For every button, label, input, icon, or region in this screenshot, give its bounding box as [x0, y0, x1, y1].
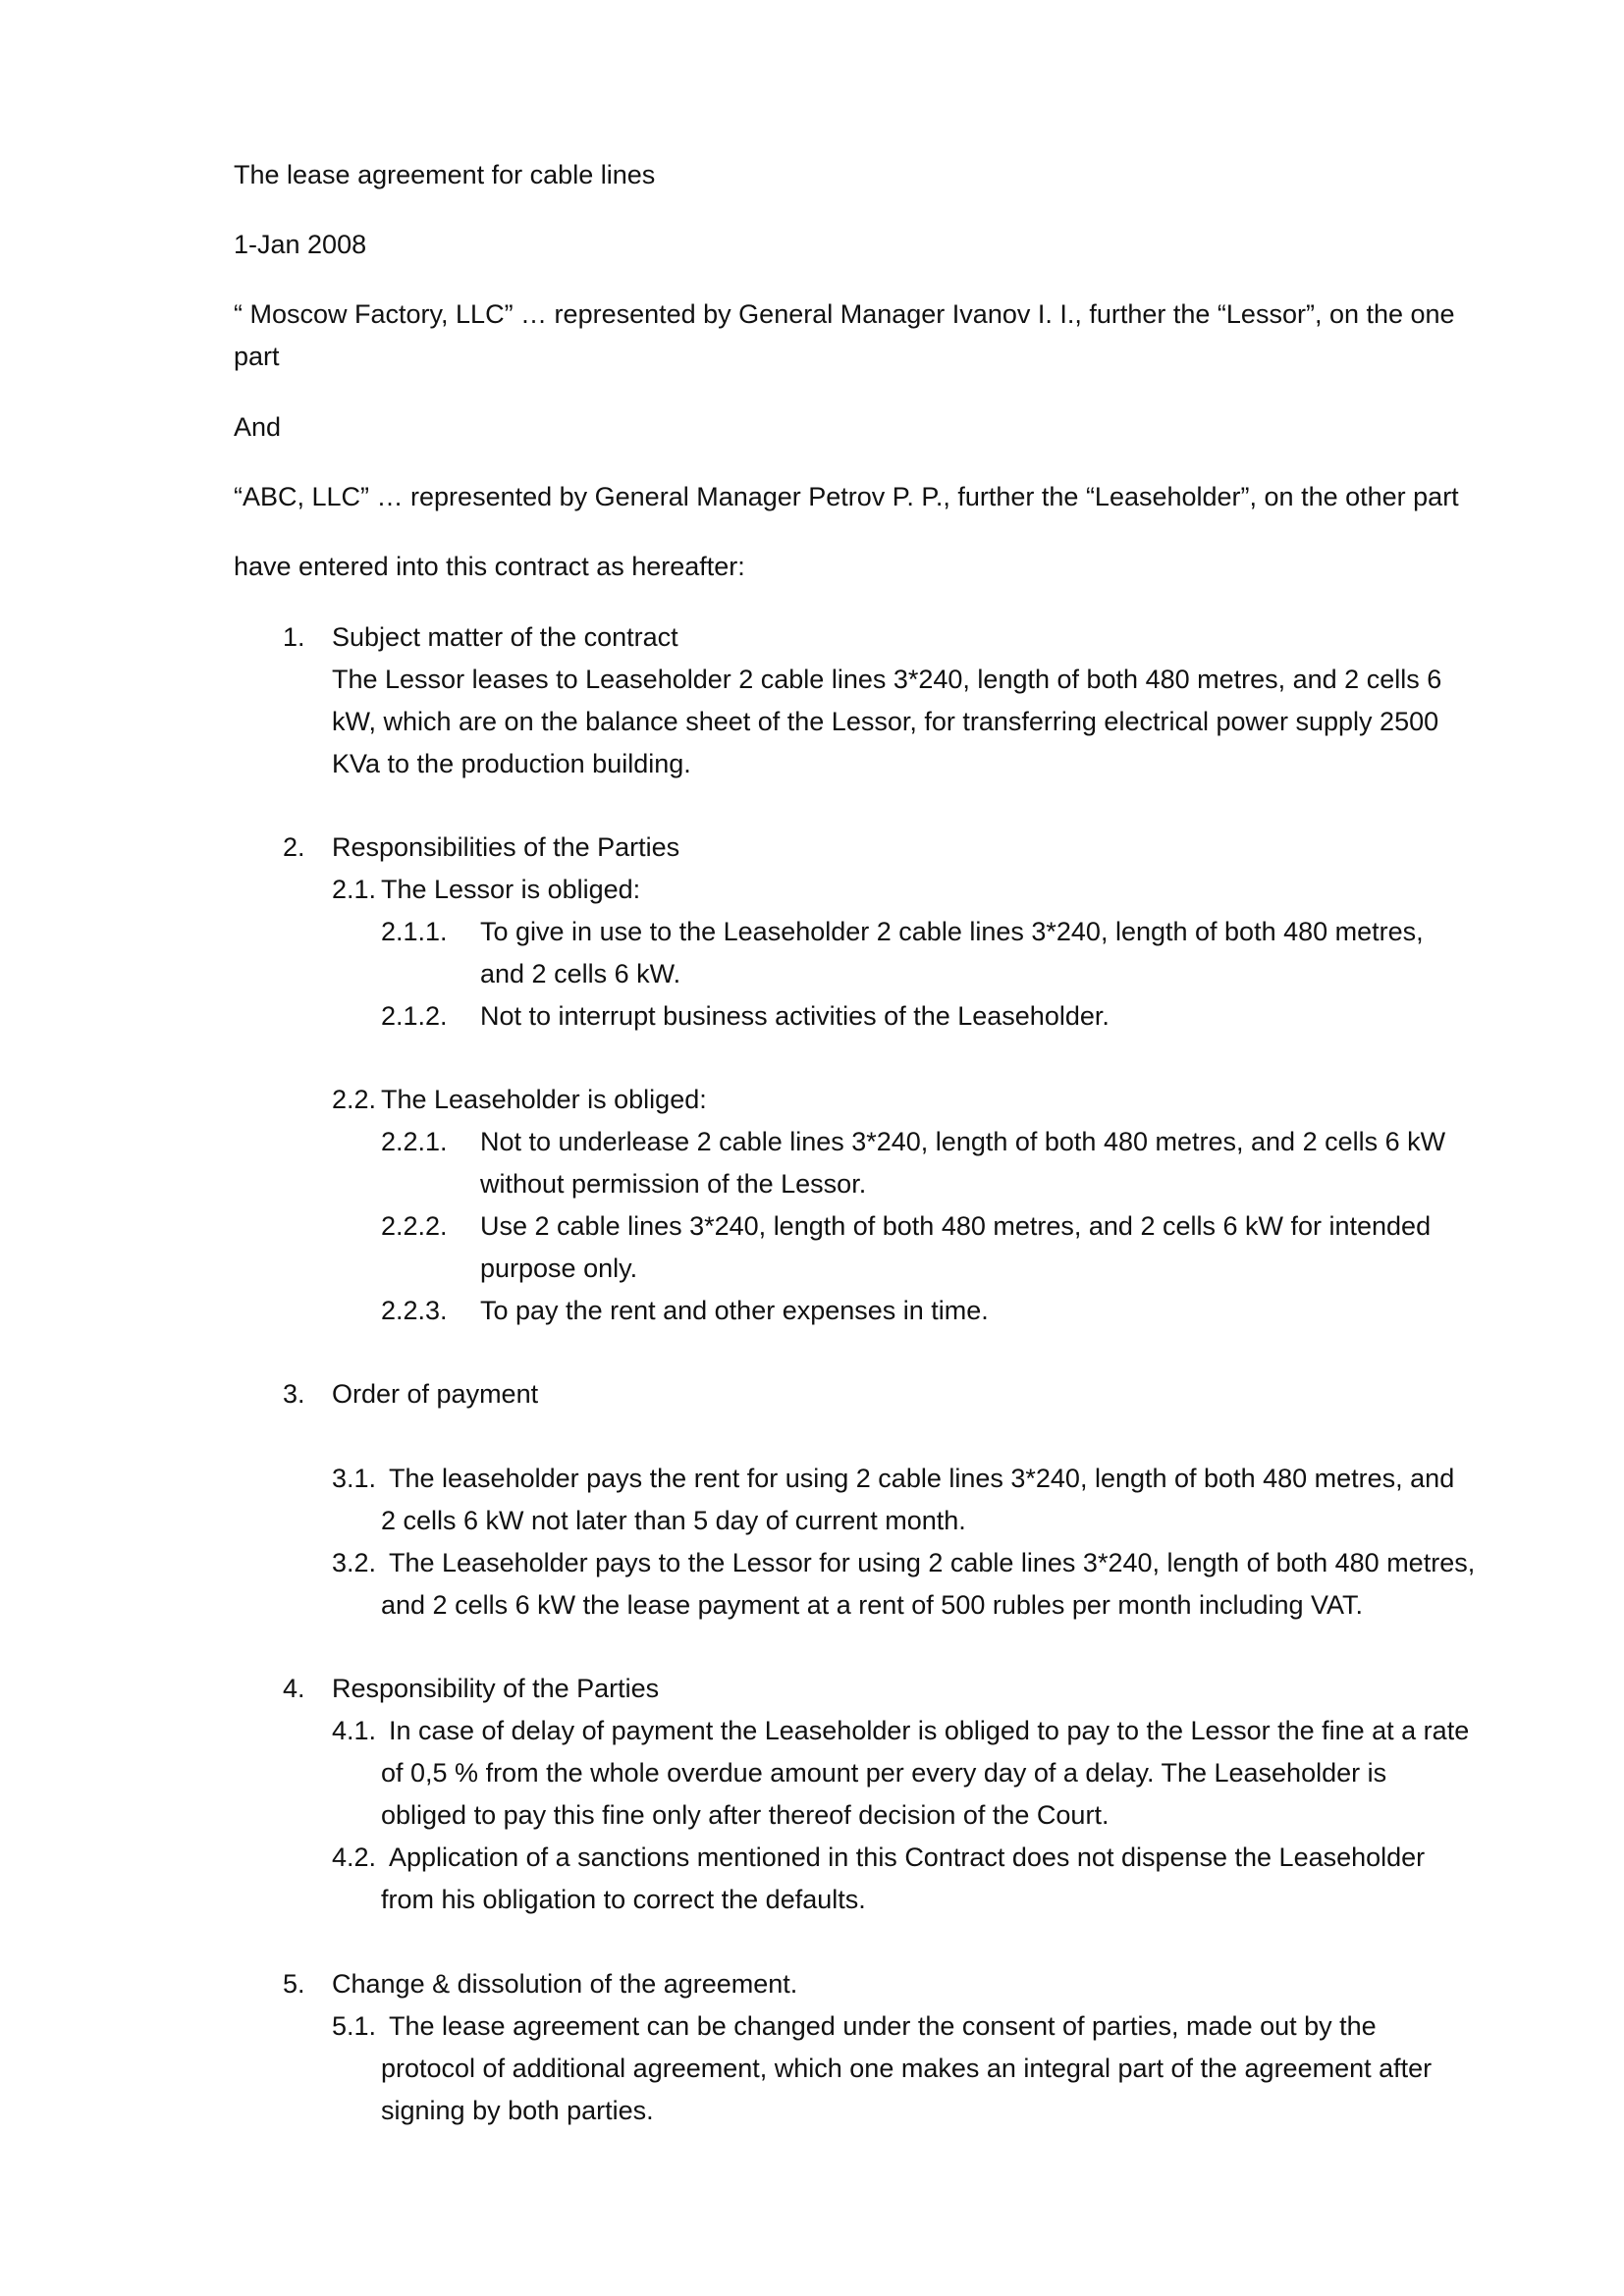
clause-2-2-text: The Leaseholder is obliged: [381, 1085, 707, 1114]
section-2-heading: Responsibilities of the Parties [332, 832, 680, 862]
clause-2-2-number: 2.2. [332, 1085, 377, 1114]
clause-4-1-line3: obliged to pay this fine only after thereof decision of the Court. [381, 1800, 1110, 1830]
section-2-number: 2. [283, 832, 305, 862]
clause-3-2-number: 3.2. [332, 1548, 377, 1577]
clause-2-1-2-line1: Not to interrupt business activities of the Leaseholder. [480, 1001, 1110, 1031]
clause-5-1-line3: signing by both parties. [381, 2096, 654, 2125]
section-3-number: 3. [283, 1379, 305, 1409]
party2-text: “ABC, LLC” … represented by General Manager Petrov P. P., further the “Leaseholder”, on the other part [234, 482, 1459, 511]
clause-4-2-number: 4.2. [332, 1842, 377, 1872]
clause-4-2-line2: from his obligation to correct the defaults. [381, 1885, 866, 1914]
clause-3-1-number: 3.1. [332, 1464, 377, 1493]
section-1-body-line1: The Lessor leases to Leaseholder 2 cable lines 3*240, length of both 480 metres, and 2 cells 6 [332, 665, 1442, 694]
section-1-body-line2: kW, which are on the balance sheet of the Lessor, for transferring electrical power supply 2500 [332, 707, 1439, 736]
clause-2-1-number: 2.1. [332, 875, 377, 904]
clause-4-1-line1: In case of delay of payment the Leaseholder is obliged to pay to the Lessor the fine at a rate [389, 1716, 1470, 1745]
section-1-heading: Subject matter of the contract [332, 622, 678, 652]
clause-2-2-3-number: 2.2.3. [381, 1296, 448, 1325]
clause-2-2-2-line2: purpose only. [480, 1254, 638, 1283]
document-title: The lease agreement for cable lines [234, 160, 656, 189]
document-date: 1-Jan 2008 [234, 230, 367, 259]
clause-2-1-2-number: 2.1.2. [381, 1001, 448, 1031]
and-text: And [234, 412, 282, 442]
section-4-heading: Responsibility of the Parties [332, 1674, 660, 1703]
clause-2-1-1-number: 2.1.1. [381, 917, 448, 946]
clause-2-2-2-number: 2.2.2. [381, 1211, 448, 1241]
clause-5-1-line2: protocol of additional agreement, which one makes an integral part of the agreement after [381, 2054, 1433, 2083]
clause-2-2-1-line2: without permission of the Lessor. [480, 1169, 867, 1199]
section-3-heading: Order of payment [332, 1379, 539, 1409]
clause-4-1-line2: of 0,5 % from the whole overdue amount per every day of a delay. The Leaseholder is [381, 1758, 1387, 1788]
party1-line1: “ Moscow Factory, LLC” … represented by General Manager Ivanov I. I., further the “Lessor”, on the one [234, 299, 1455, 329]
party1-line2: part [234, 342, 280, 371]
clause-3-2-line2: and 2 cells 6 kW the lease payment at a rent of 500 rubles per month including VAT. [381, 1590, 1364, 1620]
clause-5-1-number: 5.1. [332, 2011, 377, 2041]
intro-text: have entered into this contract as hereafter: [234, 552, 745, 581]
clause-3-2-line1: The Leaseholder pays to the Lessor for using 2 cable lines 3*240, length of both 480 metres, [389, 1548, 1476, 1577]
clause-4-2-line1: Application of a sanctions mentioned in this Contract does not dispense the Leaseholder [389, 1842, 1426, 1872]
section-5-number: 5. [283, 1969, 305, 1999]
clause-2-1-1-line2: and 2 cells 6 kW. [480, 959, 681, 988]
clause-5-1-line1: The lease agreement can be changed under the consent of parties, made out by the [389, 2011, 1377, 2041]
clause-2-2-1-line1: Not to underlease 2 cable lines 3*240, length of both 480 metres, and 2 cells 6 kW [480, 1127, 1446, 1156]
section-1-number: 1. [283, 622, 305, 652]
clause-2-2-2-line1: Use 2 cable lines 3*240, length of both 480 metres, and 2 cells 6 kW for intended [480, 1211, 1432, 1241]
clause-2-1-text: The Lessor is obliged: [381, 875, 641, 904]
section-1-body-line3: KVa to the production building. [332, 749, 691, 778]
clause-3-1-line1: The leaseholder pays the rent for using 2 cable lines 3*240, length of both 480 metres, and [389, 1464, 1455, 1493]
section-5-heading: Change & dissolution of the agreement. [332, 1969, 798, 1999]
section-4-number: 4. [283, 1674, 305, 1703]
clause-4-1-number: 4.1. [332, 1716, 377, 1745]
clause-2-2-1-number: 2.2.1. [381, 1127, 448, 1156]
clause-2-2-3-line1: To pay the rent and other expenses in time. [480, 1296, 989, 1325]
clause-2-1-1-line1: To give in use to the Leaseholder 2 cable lines 3*240, length of both 480 metres, [480, 917, 1424, 946]
clause-3-1-line2: 2 cells 6 kW not later than 5 day of current month. [381, 1506, 966, 1535]
